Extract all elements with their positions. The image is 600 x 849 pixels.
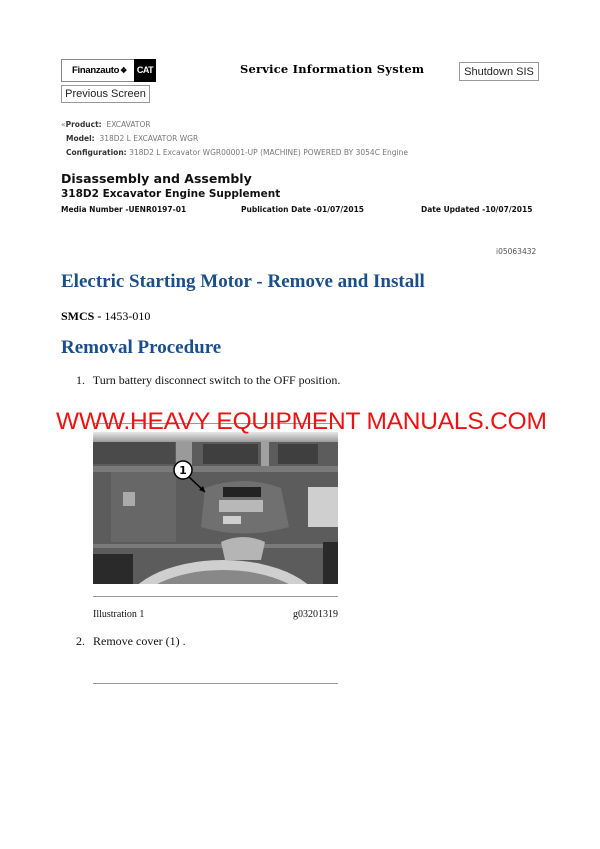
watermark: WWW.HEAVY EQUIPMENT MANUALS.COM bbox=[56, 408, 547, 435]
page-title: Electric Starting Motor - Remove and Install bbox=[61, 271, 425, 292]
document-id: i05063432 bbox=[496, 247, 537, 256]
publication-date: Publication Date -01/07/2015 bbox=[241, 205, 365, 214]
dealer-logo bbox=[61, 59, 156, 82]
document-title: 318D2 Excavator Engine Supplement bbox=[61, 188, 281, 200]
shutdown-sis-button[interactable]: Shutdown SIS bbox=[459, 62, 539, 81]
dealer-name: Finanzauto bbox=[72, 65, 120, 76]
graphic-id: g03201319 bbox=[293, 609, 338, 620]
previous-screen-button[interactable]: Previous Screen bbox=[61, 85, 150, 103]
back-chevron-icon[interactable]: « bbox=[61, 120, 66, 129]
document-category: Disassembly and Assembly bbox=[61, 171, 252, 186]
configuration-value: 318D2 L Excavator WGR00001-UP (MACHINE) POWERED BY 3054C Engine bbox=[129, 148, 409, 157]
app-title: Service Information System bbox=[240, 62, 425, 76]
date-updated: Date Updated -10/07/2015 bbox=[421, 205, 533, 214]
illustration-label: Illustration 1 bbox=[93, 609, 145, 620]
callout-number: 1 bbox=[179, 464, 187, 477]
divider bbox=[93, 596, 338, 597]
product-value: EXCAVATOR bbox=[106, 120, 151, 129]
model-info: Model: 318D2 L EXCAVATOR WGR bbox=[66, 134, 199, 143]
cat-logo: CAT bbox=[134, 59, 156, 82]
step-1: 1. Turn battery disconnect switch to the OFF position. bbox=[76, 373, 341, 387]
configuration-info: Configuration: 318D2 L Excavator WGR00001-UP (MACHINE) POWERED BY 3054C Engine bbox=[66, 148, 409, 157]
model-value: 318D2 L EXCAVATOR WGR bbox=[99, 134, 199, 143]
dealer-logo-icon: ❖ bbox=[120, 66, 128, 75]
media-number: Media Number -UENR0197-01 bbox=[61, 205, 187, 214]
product-info: «Product: EXCAVATOR bbox=[61, 120, 151, 129]
step-2: 2. Remove cover (1) . bbox=[76, 634, 186, 648]
illustration-image bbox=[93, 432, 338, 584]
divider bbox=[93, 683, 338, 684]
section-heading: Removal Procedure bbox=[61, 337, 222, 358]
smcs-code: SMCS - 1453-010 bbox=[61, 309, 151, 323]
